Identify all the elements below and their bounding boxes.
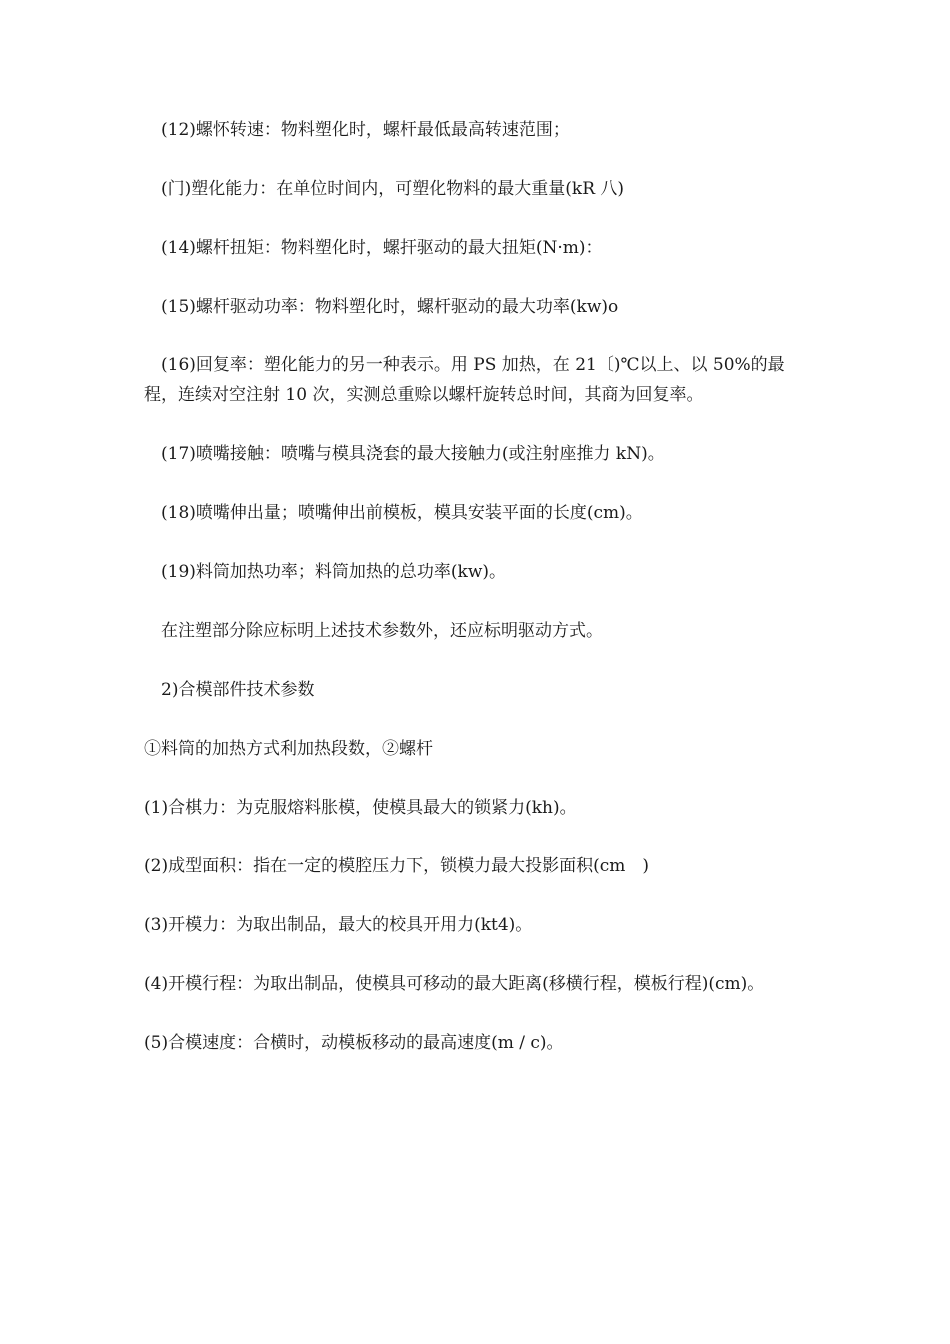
section-heading-clamping-parameters: 2)合模部件技术参数 (161, 680, 315, 700)
paragraph-nozzle-contact: (17)喷嘴接触：喷嘴与模具浇套的最大接触力(或注射座推力 kN)。 (161, 444, 665, 464)
paragraph-screw-torque: (14)螺杆扭矩：物料塑化时，螺扞驱动的最大扭矩(N·m)： (161, 238, 603, 258)
paragraph-mold-opening-force: (3)开模力：为取出制品，最大的校具开用力(kt4)。 (144, 915, 533, 935)
paragraph-barrel-heating-method: ①料筒的加热方式利加热段数，②螺杆 (144, 739, 433, 759)
paragraph-drive-method-note: 在注塑部分除应标明上述技术参数外，还应标明驱动方式。 (161, 621, 603, 641)
paragraph-nozzle-extension: (18)喷嘴伸出量；喷嘴伸出前模板，模具安装平面的长度(cm)。 (161, 503, 643, 523)
paragraph-recovery-rate: (16)回复率：塑化能力的另一种表示。用 PS 加热，在 21〔)℃以上、以 50%的最程，连续对空注射 10 次，实测总重赊以螺杆旋转总时间，其商为回复率。 (144, 355, 785, 405)
paragraph-barrel-heating-power: (19)料筒加热功率；料筒加热的总功率(kw)。 (161, 562, 507, 582)
paragraph-screw-speed: (12)螺怀转速：物料塑化时，螺杆最低最高转速范围； (161, 120, 570, 140)
paragraph-mold-opening-stroke: (4)开模行程：为取出制品，使模具可移动的最大距离(移横行程，模板行程)(cm)。 (144, 974, 765, 994)
paragraph-molding-area: (2)成型面积：指在一定的模腔压力下，锁模力最大投影面积(cm ) (144, 856, 649, 876)
paragraph-clamping-force: (1)合棋力：为克服熔料胀模，使模具最大的锁紧力(kh)。 (144, 798, 577, 818)
paragraph-plasticizing-capacity: (门)塑化能力：在单位时间内，可塑化物料的最大重量(kR 八) (161, 179, 625, 199)
paragraph-clamping-speed: (5)合模速度：合横时，动模板移动的最高速度(m / c)。 (144, 1033, 564, 1053)
paragraph-screw-drive-power: (15)螺杆驱动功率：物料塑化时，螺杆驱动的最大功率(kw)o (161, 297, 619, 317)
